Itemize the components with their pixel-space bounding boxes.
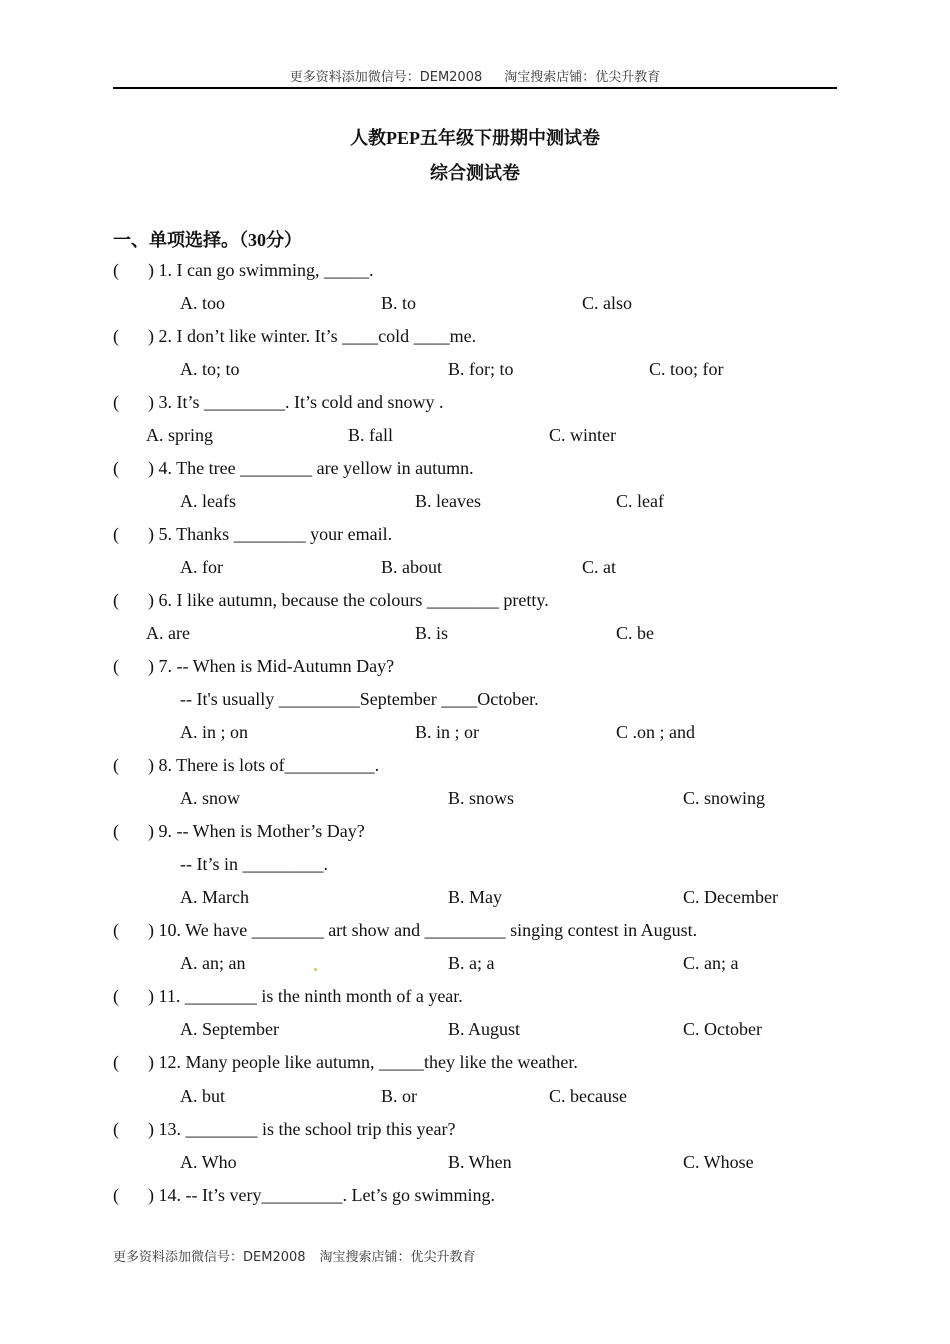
option-c: C. Whose [683, 1152, 754, 1172]
option-b: B. May [448, 887, 502, 907]
option-a: A. but [180, 1086, 225, 1106]
question-14: ( ) 14. -- It’s very_________. Let’s go swimming. [113, 1185, 495, 1205]
question-text: 12. Many people like autumn, _____they like the weather. [158, 1052, 578, 1072]
option-c: C. too; for [649, 359, 724, 379]
option-b: B. is [415, 623, 449, 643]
question-4: ( ) 4. The tree ________ are yellow in autumn. [113, 458, 474, 478]
page-title: 人教PEP五年级下册期中测试卷 [350, 128, 600, 148]
option-a: A. too [180, 293, 225, 313]
question-text: 6. I like autumn, because the colours ________ pretty. [158, 590, 549, 610]
option-c: C. winter [549, 425, 616, 445]
question-text: 3. It’s _________. It’s cold and snowy . [158, 392, 444, 412]
option-b: B. about [381, 557, 442, 577]
question-text: 1. I can go swimming, _____. [158, 260, 374, 280]
option-b: B. a; a [448, 953, 495, 973]
option-a: A. an; an [180, 953, 246, 973]
option-b: B. leaves [415, 491, 481, 511]
option-a: A. Who [180, 1152, 237, 1172]
question-1: ( ) 1. I can go swimming, _____. [113, 260, 374, 280]
question-2: ( ) 2. I don’t like winter. It’s ____cold ____me. [113, 326, 477, 346]
option-c: C. December [683, 887, 778, 907]
option-a: A. September [180, 1019, 279, 1039]
question-7: ( ) 7. -- When is Mid-Autumn Day? [113, 656, 395, 676]
option-a: A. are [146, 623, 190, 643]
option-a: A. snow [180, 788, 241, 808]
option-c: C. October [683, 1019, 762, 1039]
question-text: 5. Thanks ________ your email. [158, 524, 393, 544]
option-c: C. be [616, 623, 654, 643]
option-a: A. leafs [180, 491, 236, 511]
option-c: C. because [549, 1086, 627, 1106]
question-text: 14. -- It’s very_________. Let’s go swimming. [158, 1185, 495, 1205]
option-c: C. snowing [683, 788, 766, 808]
footer-taobao: 淘宝搜索店铺：优尖升教育 [319, 1250, 476, 1265]
question-text: 8. There is lots of__________. [158, 755, 380, 775]
question-8: ( ) 8. There is lots of__________. [113, 755, 380, 775]
option-b: B. fall [348, 425, 393, 445]
page-subtitle: 综合测试卷 [430, 163, 520, 183]
question-9-followup: -- It’s in _________. [180, 854, 328, 874]
footer-wechat: 更多资料添加微信号：DEM2008 [113, 1250, 306, 1265]
section-title: 一、单项选择。（30分） [113, 230, 302, 250]
option-b: B. in ; or [415, 722, 480, 742]
option-b: B. snows [448, 788, 515, 808]
option-c: C. at [582, 557, 616, 577]
option-a: A. spring [146, 425, 213, 445]
option-a: A. in ; on [180, 722, 249, 742]
option-a: A. to; to [180, 359, 240, 379]
header-wechat: 更多资料添加微信号：DEM2008 [289, 70, 483, 85]
question-text: 7. -- When is Mid-Autumn Day? [158, 656, 395, 676]
question-5: ( ) 5. Thanks ________ your email. [113, 524, 393, 544]
question-6: ( ) 6. I like autumn, because the colours ________ pretty. [113, 590, 549, 610]
option-c: C .on ; and [616, 722, 695, 742]
speck-mark [314, 968, 317, 971]
option-a: A. March [180, 887, 249, 907]
question-3: ( ) 3. It’s _________. It’s cold and snowy . [113, 392, 444, 412]
option-b: B. or [381, 1086, 417, 1106]
question-13: ( ) 13. ________ is the school trip this year? [113, 1119, 456, 1139]
question-11: ( ) 11. ________ is the ninth month of a year. [113, 986, 463, 1006]
question-text: 13. ________ is the school trip this year? [158, 1119, 456, 1139]
option-c: C. an; a [683, 953, 739, 973]
page-footer [113, 1246, 476, 1265]
header-taobao: 淘宝搜索店铺：优尖升教育 [504, 70, 661, 85]
page-header [113, 66, 837, 89]
question-text: 4. The tree ________ are yellow in autumn. [158, 458, 474, 478]
question-text: 2. I don’t like winter. It’s ____cold ____me. [158, 326, 477, 346]
option-b: B. August [448, 1019, 521, 1039]
option-b: B. to [381, 293, 417, 313]
option-b: B. for; to [448, 359, 514, 379]
option-c: C. leaf [616, 491, 664, 511]
option-b: B. When [448, 1152, 512, 1172]
option-c: C. also [582, 293, 633, 313]
question-text: 9. -- When is Mother’s Day? [158, 821, 365, 841]
question-text: 10. We have ________ art show and _________ singing contest in August. [158, 920, 698, 940]
question-9: ( ) 9. -- When is Mother’s Day? [113, 821, 365, 841]
question-text: 11. ________ is the ninth month of a year. [158, 986, 463, 1006]
option-a: A. for [180, 557, 223, 577]
question-12: ( ) 12. Many people like autumn, _____they like the weather. [113, 1052, 578, 1072]
question-10: ( ) 10. We have ________ art show and _________ singing contest in August. [113, 920, 698, 940]
question-7-followup: -- It's usually _________September ____October. [180, 689, 539, 709]
